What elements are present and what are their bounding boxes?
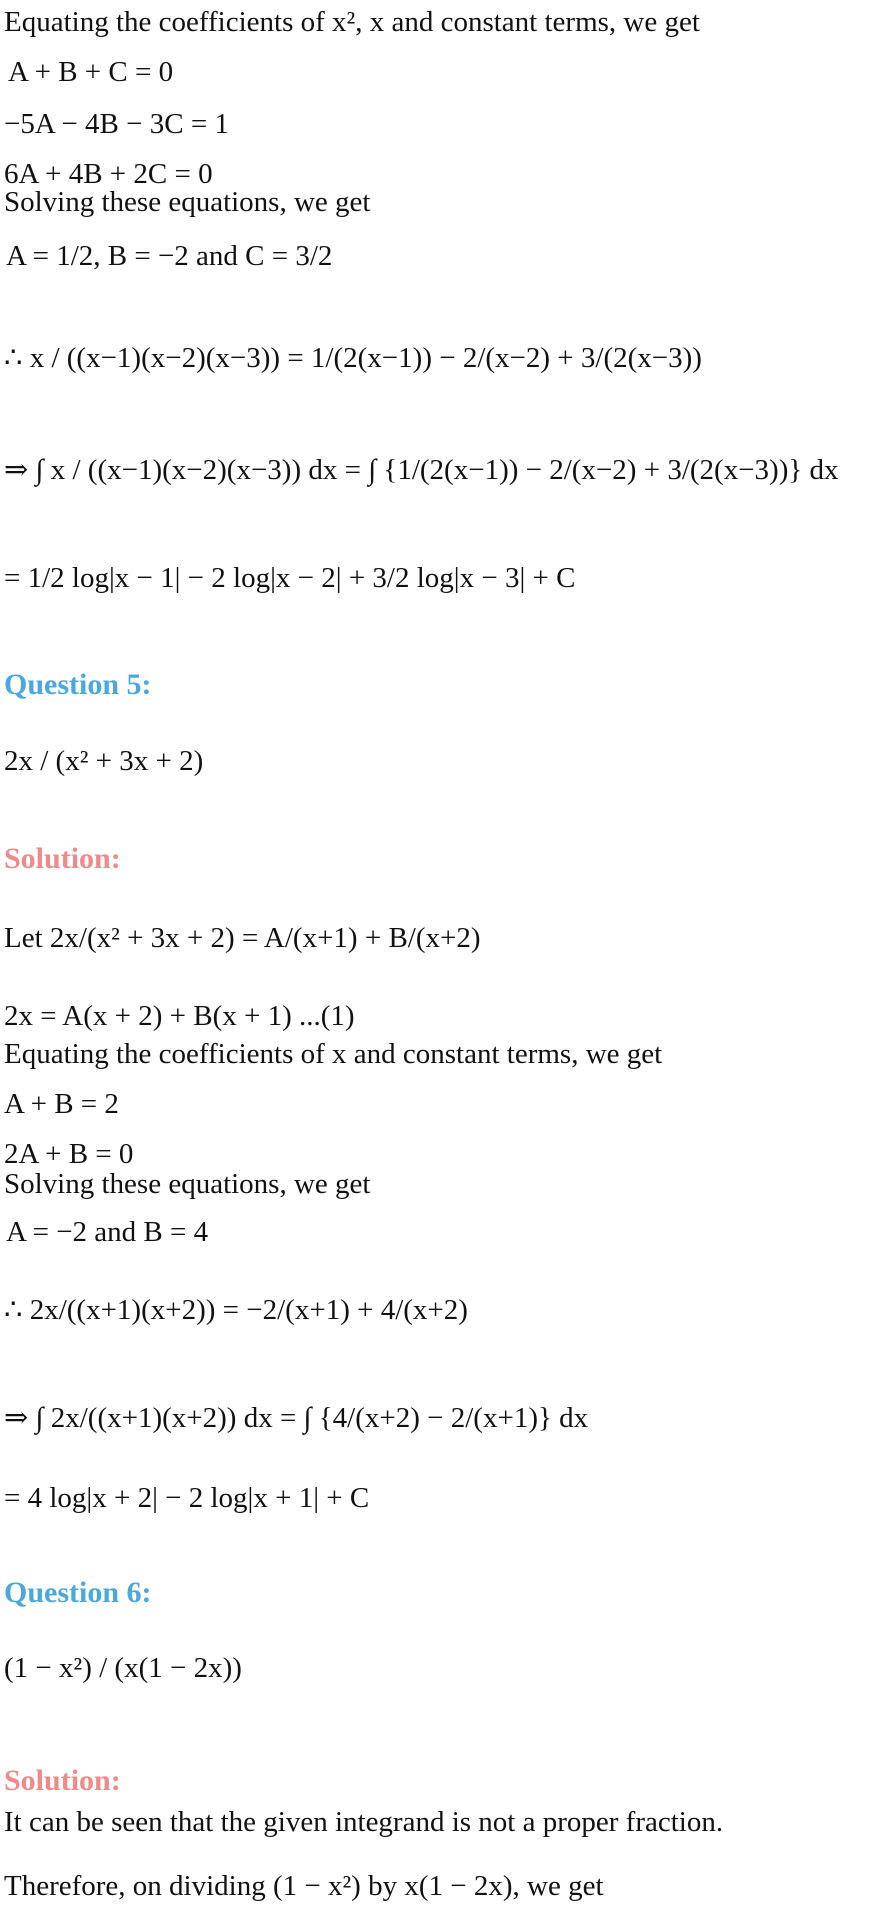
q5-eq1-text: A + B = 2 (4, 1088, 119, 1120)
q4-solving-text: Solving these equations, we get (4, 186, 371, 218)
q4-integral (4, 452, 839, 487)
q6-title: Question 6: (4, 1576, 152, 1609)
q5-partial-fractions (4, 1292, 468, 1327)
q4-eq2-text: −5A − 4B − 3C = 1 (4, 108, 229, 140)
q4-partial-text: ∴ x / ((x−1)(x−2)(x−3)) = 1/(2(x−1)) − 2/(x−2) + 3/(2(x−3)) (4, 342, 702, 374)
q5-result-text: A = −2 and B = 4 (6, 1216, 209, 1248)
q5-integral (4, 1400, 588, 1435)
q5-eq2 (4, 1138, 133, 1171)
q5-solving-text: Solving these equations, we get (4, 1168, 371, 1200)
q4-result (6, 240, 332, 273)
q5-title: Question 5: (4, 668, 152, 701)
q5-intro-line (4, 1040, 662, 1069)
q5-let (4, 922, 481, 955)
q5-heading (4, 668, 152, 702)
q6-expression (4, 1652, 242, 1685)
q4-solving (4, 188, 370, 217)
q5-partial-text: ∴ 2x/((x+1)(x+2)) = −2/(x+1) + 4/(x+2) (4, 1294, 468, 1326)
q5-answer (4, 1482, 369, 1515)
q5-answer-text: = 4 log|x + 2| − 2 log|x + 1| + C (4, 1482, 370, 1514)
q4-intro-line (4, 8, 700, 37)
q5-solving (4, 1170, 370, 1199)
q5-eq1 (4, 1088, 119, 1121)
q5-identity-text: 2x = A(x + 2) + B(x + 1) ...(1) (4, 1000, 355, 1032)
q5-eq2-text: 2A + B = 0 (4, 1138, 134, 1170)
q5-identity (4, 1000, 355, 1033)
q5-intro: Equating the coefficients of x and constant terms, we get (4, 1038, 663, 1070)
q4-eq2 (4, 108, 229, 141)
q4-intro: Equating the coefficients of x², x and constant terms, we get (4, 6, 700, 38)
q5-solution-title: Solution: (4, 842, 121, 875)
q6-line2-text: Therefore, on dividing (1 − x²) by x(1 − 2x), we get (4, 1870, 604, 1902)
q4-answer (4, 562, 575, 595)
q5-solution-heading (4, 842, 121, 876)
q6-line2 (4, 1872, 604, 1901)
q5-expression-text: 2x / (x² + 3x + 2) (4, 745, 204, 777)
q6-heading (4, 1576, 152, 1610)
q5-integral-text: ⇒ ∫ 2x/((x+1)(x+2)) dx = ∫ {4/(x+2) − 2/(x+1)} dx (4, 1402, 589, 1434)
q4-eq1-text: A + B + C = 0 (8, 56, 174, 88)
q5-expression (4, 745, 203, 778)
q6-line1-text: It can be seen that the given integrand is not a proper fraction. (4, 1806, 724, 1838)
q6-solution-heading (4, 1764, 121, 1798)
q4-answer-text: = 1/2 log|x − 1| − 2 log|x − 2| + 3/2 log|x − 3| + C (4, 562, 576, 594)
q6-line1 (4, 1808, 723, 1837)
q4-eq1 (8, 56, 173, 89)
q5-result (6, 1216, 208, 1249)
q4-result-text: A = 1/2, B = −2 and C = 3/2 (6, 240, 333, 272)
q4-integral-text: ⇒ ∫ x / ((x−1)(x−2)(x−3)) dx = ∫ {1/(2(x−1)) − 2/(x−2) + 3/(2(x−3))} dx (4, 454, 839, 486)
q5-let-text: Let 2x/(x² + 3x + 2) = A/(x+1) + B/(x+2) (4, 922, 481, 954)
q6-expression-text: (1 − x²) / (x(1 − 2x)) (4, 1652, 242, 1684)
q6-solution-title: Solution: (4, 1764, 121, 1797)
q4-eq3-text: 6A + 4B + 2C = 0 (4, 158, 213, 190)
q4-partial-fractions (4, 340, 702, 375)
